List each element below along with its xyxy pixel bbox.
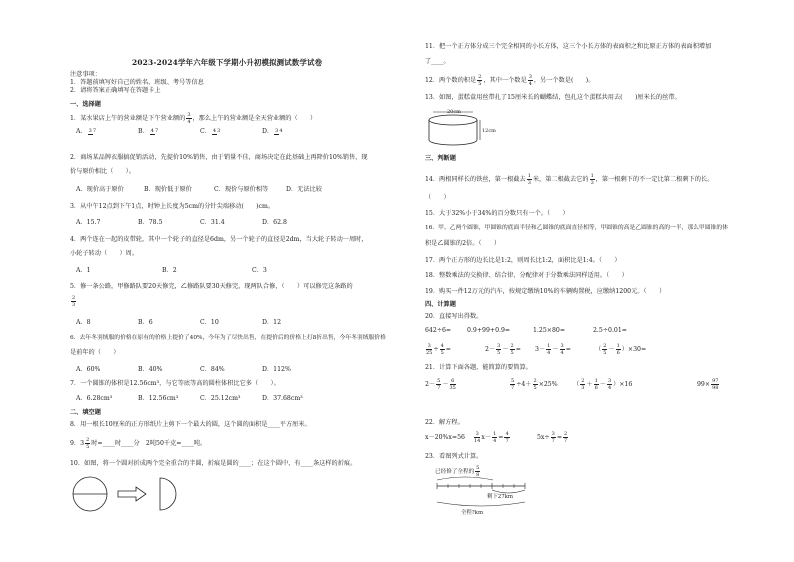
option-a[interactable]: A．15.7 (76, 219, 101, 226)
notice-item: 1．答题前填写好自己的姓名、班级、考号等信息 (70, 79, 204, 86)
fraction: $\frac{3}{4}$ (187, 112, 191, 125)
option-b[interactable]: B．40% (138, 366, 163, 373)
option-c[interactable]: C．31.4 (200, 219, 225, 226)
question-2-options (76, 186, 322, 194)
q20-expr: （ $\frac{2}{5}$ － $\frac{1}{6}$ ）×30= (595, 343, 647, 356)
segment-total-label: 全程?km (461, 510, 484, 516)
option-a[interactable]: A．60% (76, 366, 101, 373)
question-3: 3．从中午12点到下午1点，时钟上长度为5cm的分针尖端移动( )cm。 (70, 203, 275, 210)
question-3-options (76, 219, 287, 227)
notice-item: 2．请将答案正确填写在答题卡上 (70, 87, 161, 94)
question-10: 10．如图，将一个圆对折成两个完全重合的半圆，折痕是圆的____；在这个圆中，有____条这样的折痕。 (70, 460, 357, 467)
option-d[interactable]: D．62.8 (262, 219, 287, 226)
right-column (425, 0, 755, 562)
segment-top-label: 已经修了全程的 $\frac{5}{8}$ (435, 465, 480, 478)
question-6-options (76, 366, 291, 374)
option-b[interactable]: B．2 (162, 267, 177, 274)
section-heading: 二、填空题 (70, 409, 101, 416)
option-a[interactable]: A．6.28cm³ (76, 395, 113, 402)
option-b[interactable]: B．12.56cm³ (138, 395, 179, 402)
option-a[interactable]: A．8 (76, 319, 91, 326)
q20-expr: 642÷6= (425, 327, 452, 334)
question-7-options (76, 395, 303, 403)
option-b[interactable]: B．现价低于原价 (144, 186, 192, 193)
question-7: 7．一个圆锥的体积是12.56cm³，与它等底等高的圆柱体积比它多（ ）。 (70, 380, 280, 387)
question-9: 9．3 $\frac{2}{5}$ 时=____时____分 2吨50千克=____吨。 (70, 437, 207, 450)
question-4-options (76, 267, 267, 275)
question-2-cont: 价与原价相比（ ）。 (70, 168, 135, 175)
question-1-options (76, 128, 324, 136)
option-a[interactable]: A．1 (76, 267, 91, 274)
notice-heading: 注意事项： (70, 71, 101, 78)
q21-expr: （ $\frac{2}{3}$ ＋ $\frac{1}{6}$ － $\frac{3}{4}$ ）×16 (573, 378, 633, 391)
option-c[interactable]: C．25.12cm³ (200, 395, 241, 402)
question-18: 18．整数乘法的交换律、结合律、分配律对于分数乘法同样适用。（ ） (425, 272, 628, 279)
left-column (70, 0, 415, 562)
option-b[interactable]: B．78.5 (138, 219, 163, 226)
q22-equation: $\frac{3}{14}$ x－ $\frac{1}{4}$ = $\frac{4}{7}$ (474, 431, 509, 444)
question-22: 22．解方程。 (425, 419, 464, 426)
option-a[interactable]: A．现价高于原价 (76, 186, 124, 193)
option-d[interactable]: D．无法比较 (286, 186, 322, 193)
option-d[interactable]: D．37.68cm³ (262, 395, 303, 402)
question-5: 5．修一条公路，甲修路队要20天修完，乙修路队要30天修完，现两队合修，（ ）可以修完这条路的 (70, 283, 353, 290)
q22-equation: x－20%x=56 (425, 434, 465, 441)
question-4-cont: 小轮子转动（ ）周。 (70, 250, 139, 257)
option-b[interactable]: B． 47 (138, 128, 159, 135)
question-11-cont: 了____。 (425, 58, 450, 65)
q21-expr: 99× $\frac{97}{98}$ (697, 378, 719, 391)
segment-diagram (429, 476, 529, 512)
option-c[interactable]: C．10 (200, 319, 219, 326)
question-8: 8．用一根长10厘米的正方形纸片上剪下一个最大的圆，这个圆的面积是____平方厘米。 (70, 421, 311, 428)
question-12: 12．两个数的积是 $\frac{2}{5}$ ，其中一个数是 $\frac{3}{4}$ ，另一个数是( )。 (425, 74, 595, 87)
fold-circle-figure (70, 474, 200, 514)
question-16-cont: 积是乙圆锥的2倍。（ ） (425, 240, 501, 247)
question-2: 2．商场某品牌衣服搞促销活动，先提价10%销售，由于销量不佳，商场决定在此基础上再降价10%销售，现 (70, 154, 368, 161)
question-16: 16．甲、乙两个圆锥，甲圆锥的底面半径和乙圆锥的底面直径相等，甲圆锥的高是乙圆锥的高的一半，那么甲圆锥的体 (425, 225, 729, 231)
question-5-fraction: $\frac{2}{3}$ (72, 295, 76, 308)
section-heading: 三、判断题 (425, 155, 456, 162)
segment-remaining-label: 剩下27km (487, 494, 514, 500)
q20-expr: 2.5÷0.01= (593, 327, 627, 334)
option-c[interactable]: C． 43 (200, 128, 221, 135)
cylinder-height-label: 12cm (482, 128, 496, 134)
q20-expr: 0.9+99+0.9= (467, 327, 511, 334)
option-d[interactable]: D．112% (262, 366, 291, 373)
question-1: 1．某水果店上午的营业额是下午营业额的 $\frac{3}{4}$ ，那么上午的营业额是全天营业额的（ ） (70, 112, 317, 125)
question-14: 14．两根同样长的铁丝，第一根截去 $\frac{1}{3}$ 米，第二根截去它的 $\frac{1}{3}$ ，第一根剩下的不一定比第二根剩下的长。 (425, 173, 714, 186)
option-c[interactable]: C．3 (252, 267, 267, 274)
question-23: 23．看图列式计算。 (425, 453, 483, 460)
question-19: 19．购买一件12万元的汽车，按规定缴纳10%的车辆购置税，应缴纳1200元。（ ） (425, 288, 666, 295)
page-title: 2023-2024学年六年级下学期小升初模拟测试数学试卷 (132, 58, 323, 67)
question-13: 13．如图，蛋糕盒用丝带扎了15厘米长的蝴蝶结，包扎这个蛋糕共用去( )厘米长的丝带。 (425, 94, 681, 101)
option-a[interactable]: A． 37 (76, 128, 97, 135)
question-6-cont: 是前年的（ ） (70, 349, 120, 356)
question-17: 17．两个正方形的边长比是1:2，则周长比1:2，面积比是1:4。（ ） (425, 257, 621, 264)
section-heading: 一、选择题 (70, 101, 101, 108)
question-15: 15．大于32%小于34%的百分数只有一个。（ ） (425, 210, 569, 217)
q21-expr: 2－ $\frac{5}{7}$ － $\frac{6}{35}$ (425, 378, 456, 391)
question-21: 21．计算下面各题，能简算的要简算。 (425, 364, 532, 371)
option-b[interactable]: B．6 (138, 319, 153, 326)
q21-expr: $\frac{5}{7}$ ÷4＋ $\frac{2}{5}$ ×25% (511, 378, 558, 391)
question-11: 11．把一个正方体分成三个完全相同的小长方体，这三个小长方体的表面积之和比原正方体的表面积增加 (425, 43, 712, 50)
question-20: 20．直接写出得数。 (425, 313, 483, 320)
option-d[interactable]: D． 34 (262, 128, 283, 135)
option-c[interactable]: C．现价与原价相等 (214, 186, 269, 193)
q20-expr: 1.25×80= (533, 327, 566, 334)
section-heading: 四、计算题 (425, 301, 456, 308)
q22-equation: 5x÷ $\frac{3}{7}$ = $\frac{2}{7}$ (537, 431, 568, 444)
option-c[interactable]: C．84% (200, 366, 225, 373)
q20-expr: $\frac{3}{25}$ ÷ $\frac{4}{5}$ = (426, 343, 451, 356)
question-5-options (76, 319, 281, 327)
q20-expr: 2－ $\frac{3}{5}$ － $\frac{2}{5}$ = (485, 343, 521, 356)
q20-expr: 3－ $\frac{1}{4}$ － $\frac{3}{4}$ = (535, 343, 571, 356)
question-4: 4．两个连在一起的皮带轮，其中一个轮子的直径是6dm，另一个轮子的直径是2dm，当大轮子转动一周时， (70, 236, 368, 243)
question-6: 6．去年冬羽绒服的价格在原有的价格上提价了40%，今年为了尽快出售，在提价后的价格上打8折出售，今年冬羽绒服价格 (70, 335, 386, 341)
question-14-answer[interactable]: （ ） (425, 194, 450, 201)
option-d[interactable]: D．12 (262, 319, 282, 326)
cylinder-diameter-label: 20cm (447, 109, 461, 115)
